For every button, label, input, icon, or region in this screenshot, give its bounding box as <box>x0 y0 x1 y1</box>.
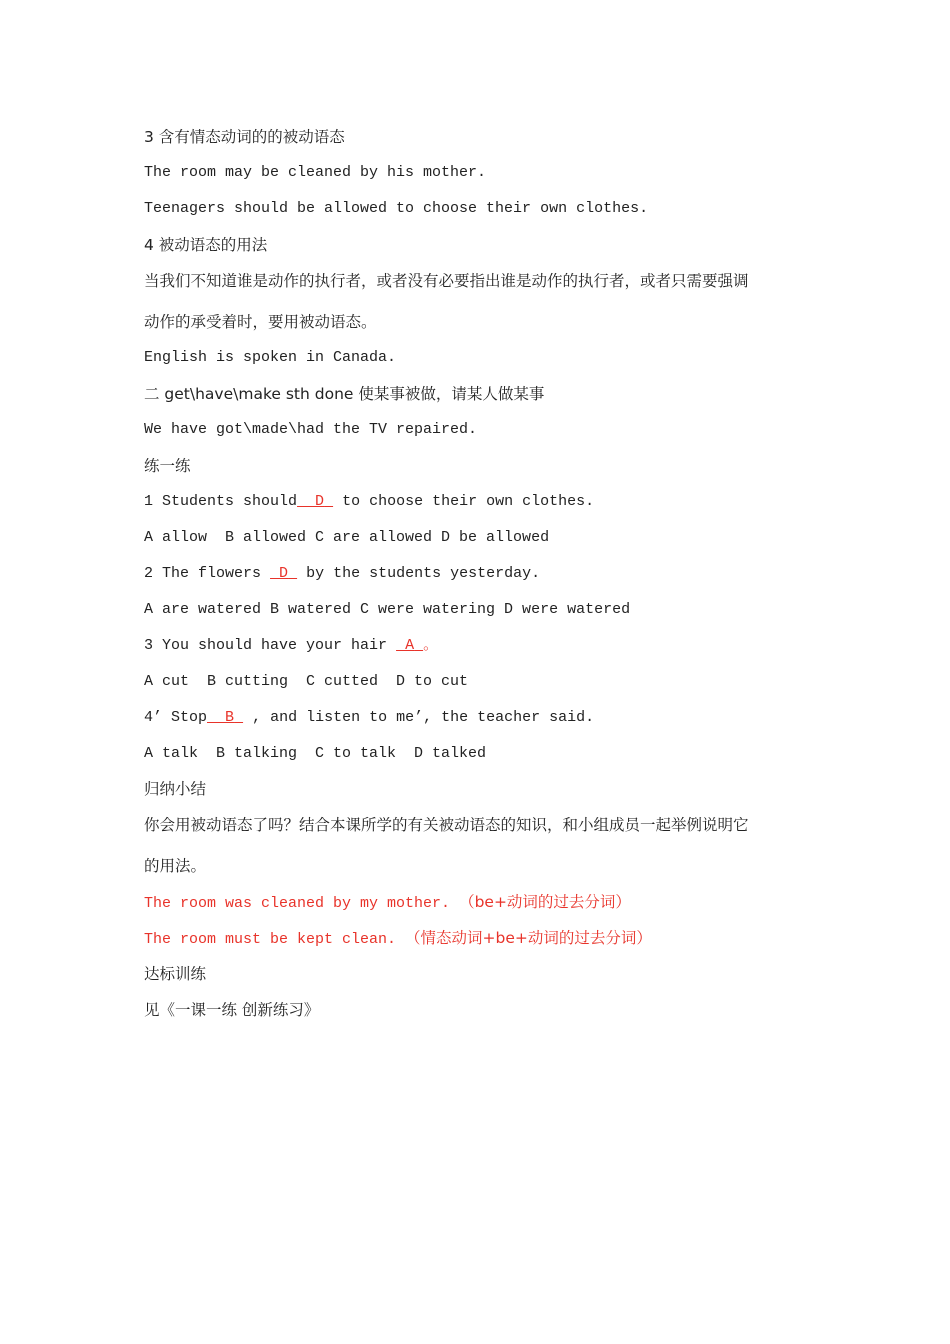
section-two-example: We have got\made\had the TV repaired. <box>144 421 478 438</box>
question-2-answer: D <box>279 565 289 582</box>
question-1 <box>144 492 594 512</box>
question-3-blank <box>396 637 423 654</box>
training-reference: 见《一课一练 创新练习》 <box>144 1001 320 1019</box>
question-3-answer: A <box>405 637 415 654</box>
question-4-stem: 4’ Stop <box>144 709 208 726</box>
summary-paragraph-line2: 的用法。 <box>144 857 207 875</box>
question-2-stem: 2 The flowers <box>144 565 271 582</box>
question-2-options: A are watered B watered C were watering D were watered <box>144 601 631 618</box>
question-1-answer: D <box>315 493 325 510</box>
question-1-rest: to choose their own clothes. <box>333 493 595 510</box>
section4-example: English is spoken in Canada. <box>144 349 397 366</box>
question-1-blank <box>297 493 333 510</box>
question-4-answer: B <box>225 709 235 726</box>
section3-heading: 3 含有情态动词的的被动语态 <box>144 128 345 146</box>
practice-heading: 练一练 <box>144 457 191 475</box>
summary-red-example-2: The room must be kept clean. （情态动词+be+动词的过去分词） <box>144 929 652 948</box>
question-4-options: A talk B talking C to talk D talked <box>144 745 487 762</box>
question-1-options: A allow B allowed C are allowed D be allowed <box>144 529 550 546</box>
section3-example-1: The room may be cleaned by his mother. <box>144 164 487 181</box>
question-2-rest: by the students yesterday. <box>297 565 541 582</box>
question-3 <box>144 636 438 656</box>
section4-paragraph-line2: 动作的承受着时，要用被动语态。 <box>144 313 377 331</box>
question-1-stem: 1 Students should <box>144 493 298 510</box>
summary-heading: 归纳小结 <box>144 780 207 798</box>
question-4-rest: , and listen to me’, the teacher said. <box>243 709 595 726</box>
question-2-blank <box>270 565 297 582</box>
summary-red-example-1: The room was cleaned by my mother. （be+动词的过去分词） <box>144 893 631 912</box>
section-two-heading: 二 get\have\make sth done 使某事被做，请某人做某事 <box>144 385 545 403</box>
section4-paragraph-line1: 当我们不知道谁是动作的执行者，或者没有必要指出谁是动作的执行者，或者只需要强调 <box>144 272 749 290</box>
question-3-rest: 。 <box>423 637 439 654</box>
section3-example-2: Teenagers should be allowed to choose their own clothes. <box>144 200 649 217</box>
question-4 <box>144 708 594 728</box>
training-heading: 达标训练 <box>144 965 207 983</box>
question-3-stem: 3 You should have your hair <box>144 637 397 654</box>
question-3-options: A cut B cutting C cutted D to cut <box>144 673 469 690</box>
question-2 <box>144 564 540 584</box>
section4-heading: 4 被动语态的用法 <box>144 236 268 254</box>
question-4-blank <box>207 709 243 726</box>
summary-paragraph-line1: 你会用被动语态了吗？结合本课所学的有关被动语态的知识，和小组成员一起举例说明它 <box>144 816 749 834</box>
